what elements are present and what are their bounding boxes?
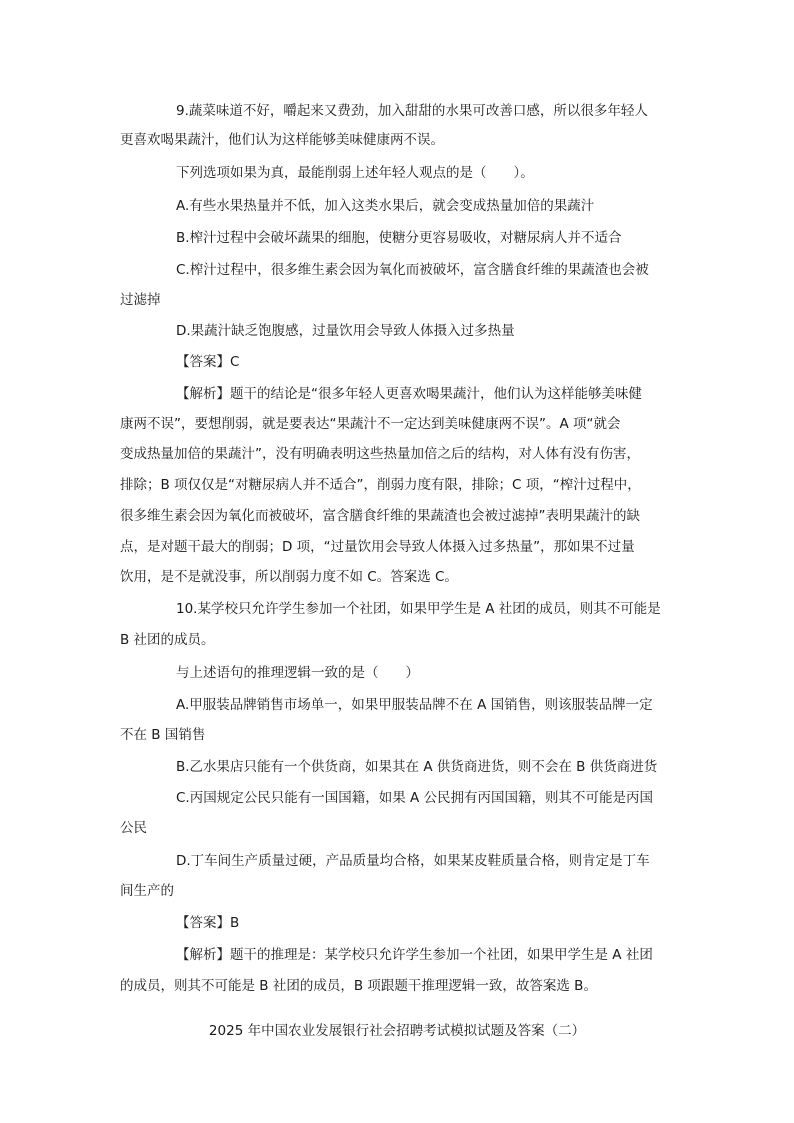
q10-option-b: B.乙水果店只能有一个供货商，如果其在 A 供货商进货，则不会在 B 供货商进货: [176, 759, 658, 775]
q9-option-c-line-2: 过滤掉: [120, 292, 161, 308]
q9-analysis-line-5: 很多维生素会因为氧化而被破坏，富含膳食纤维的果蔬渣也会被过滤掉”表明果蔬汁的缺: [120, 508, 640, 524]
q9-option-b: B.榨汁过程中会破坏蔬果的细胞，使糖分更容易吸收，对糖尿病人并不适合: [176, 230, 622, 246]
q10-prompt: 与上述语句的推理逻辑一致的是（ ）: [176, 665, 419, 681]
q9-option-c-line-1: C.榨汁过程中，很多维生素会因为氧化而被破坏，富含膳食纤维的果蔬渣也会被: [176, 262, 649, 278]
q9-stem-line-1: 9.蔬菜味道不好，嚼起来又费劲，加入甜甜的水果可改善口感，所以很多年轻人: [176, 103, 648, 119]
q9-analysis-line-4: 排除；B 项仅仅是“对糖尿病人并不适合”，削弱力度有限，排除；C 项，“榨汁过程中，: [120, 477, 641, 493]
q10-stem-line-1: 10.某学校只允许学生参加一个社团，如果甲学生是 A 社团的成员，则其不可能是: [176, 601, 661, 617]
document-footer-title: 2025 年中国农业发展银行社会招聘考试模拟试题及答案（二）: [208, 1022, 586, 1039]
q10-option-a-line-1: A.甲服装品牌销售市场单一，如果甲服装品牌不在 A 国销售，则该服装品牌一定: [176, 697, 653, 713]
q9-analysis-line-3: 变成热量加倍的果蔬汁”，没有明确表明这些热量加倍之后的结构，对人体有没有伤害，: [120, 446, 640, 462]
q9-answer: 【答案】C: [176, 354, 240, 370]
q9-analysis-line-1: 【解析】题干的结论是“很多年轻人更喜欢喝果蔬汁，他们认为这样能够美味健: [176, 386, 642, 402]
q9-analysis-line-2: 康两不误”，要想削弱，就是要表达“果蔬汁不一定达到美味健康两不误”。A 项“就会: [120, 416, 621, 432]
q9-analysis-line-7: 饮用，是不是就没事，所以削弱力度不如 C。答案选 C。: [120, 569, 458, 585]
q9-option-d: D.果蔬汁缺乏饱腹感，过量饮用会导致人体摄入过多热量: [176, 323, 515, 339]
q9-analysis-line-6: 点，是对题干最大的削弱；D 项，“过量饮用会导致人体摄入过多热量”，那如果不过量: [120, 539, 635, 555]
q9-option-a: A.有些水果热量并不低，加入这类水果后，就会变成热量加倍的果蔬汁: [176, 198, 595, 214]
q10-analysis-line-2: 的成员，则其不可能是 B 社团的成员，B 项跟题干推理逻辑一致，故答案选 B。: [120, 978, 597, 994]
q10-option-c-line-1: C.丙国规定公民只能有一国国籍，如果 A 公民拥有丙国国籍，则其不可能是丙国: [176, 790, 654, 806]
q10-option-d-line-1: D.丁车间生产质量过硬，产品质量均合格，如果某皮鞋质量合格，则肯定是丁车: [176, 853, 650, 869]
q10-answer: 【答案】B: [176, 915, 240, 931]
q10-option-a-line-2: 不在 B 国销售: [120, 727, 206, 743]
q10-stem-line-2: B 社团的成员。: [120, 632, 215, 648]
q9-stem-line-2: 更喜欢喝果蔬汁，他们认为这样能够美味健康两不误。: [120, 132, 444, 148]
q10-option-d-line-2: 间生产的: [120, 883, 174, 899]
q10-option-c-line-2: 公民: [120, 820, 147, 836]
q10-analysis-line-1: 【解析】题干的推理是：某学校只允许学生参加一个社团，如果甲学生是 A 社团: [176, 947, 653, 963]
q9-prompt: 下列选项如果为真，最能削弱上述年轻人观点的是（ ）。: [176, 165, 534, 181]
